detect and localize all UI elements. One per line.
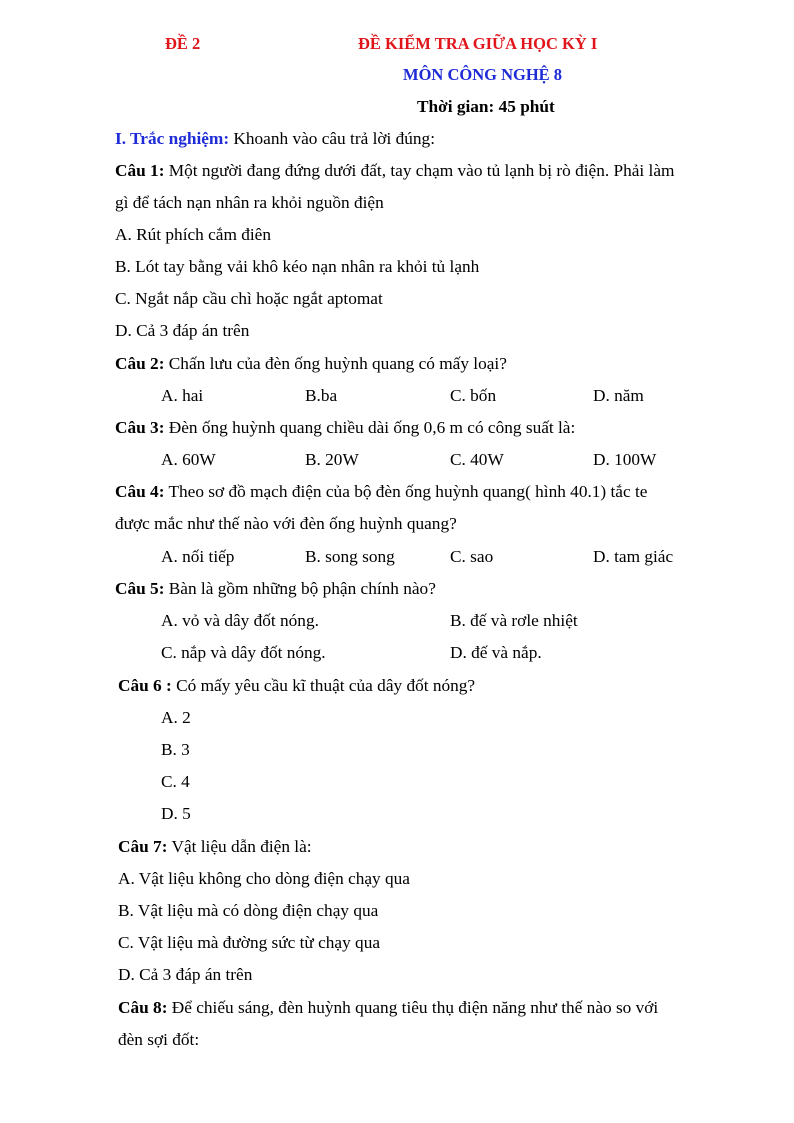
question-7 <box>118 836 312 858</box>
q4-option-a: A. nối tiếp <box>161 547 235 566</box>
question-5 <box>115 578 436 600</box>
question-4-text-cont: được mắc như thế nào với đèn ống huỳnh quang? <box>115 514 457 533</box>
question-text: Chấn lưu của đèn ống huỳnh quang có mấy loại? <box>164 354 507 373</box>
q2-option-a: A. hai <box>161 386 204 405</box>
q7-option-d: D. Cả 3 đáp án trên <box>118 965 253 984</box>
question-label: Câu 1: <box>115 161 165 180</box>
q3-option-b: B. 20W <box>305 450 359 469</box>
question-text: Theo sơ đồ mạch điện của bộ đèn ống huỳnh quang( hình 40.1) tắc te <box>164 482 648 501</box>
q6-option-d: D. 5 <box>161 804 191 823</box>
q7-option-a: A. Vật liệu không cho dòng điện chạy qua <box>118 869 410 888</box>
question-text: Có mấy yêu cầu kĩ thuật của dây đốt nóng? <box>171 676 476 695</box>
q6-option-b: B. 3 <box>161 740 190 759</box>
q2-option-b: B.ba <box>305 386 338 405</box>
exam-subject: MÔN CÔNG NGHỆ 8 <box>403 65 563 84</box>
q5-option-d: D. đế và nắp. <box>450 643 542 662</box>
question-1-text-cont: gì để tách nạn nhân ra khỏi nguồn điện <box>115 193 384 212</box>
question-label: Câu 3: <box>115 418 165 437</box>
q2-option-c: C. bốn <box>450 386 497 405</box>
question-label: Câu 2: <box>115 354 165 373</box>
question-label: Câu 6 : <box>118 676 172 695</box>
question-8 <box>118 997 658 1019</box>
section-label: I. Trắc nghiệm: <box>115 129 230 148</box>
section-instruction: Khoanh vào câu trả lời đúng: <box>229 129 435 148</box>
q5-option-b: B. đế và rơle nhiệt <box>450 611 578 630</box>
question-label: Câu 5: <box>115 579 165 598</box>
exam-code: ĐỀ 2 <box>165 34 201 53</box>
q7-option-c: C. Vật liệu mà đường sức từ chạy qua <box>118 933 381 952</box>
question-text: Để chiếu sáng, đèn huỳnh quang tiêu thụ điện năng như thế nào so với <box>167 998 659 1017</box>
question-text: Đèn ống huỳnh quang chiều dài ống 0,6 m có công suất là: <box>164 418 576 437</box>
q5-option-c: C. nắp và dây đốt nóng. <box>161 643 326 662</box>
q1-option-a: A. Rút phích cắm điên <box>115 225 271 244</box>
q6-option-a: A. 2 <box>161 708 191 727</box>
question-text: Một người đang đứng dưới đất, tay chạm vào tủ lạnh bị rò điện. Phải làm <box>164 161 675 180</box>
q1-option-c: C. Ngắt nắp cầu chì hoặc ngắt aptomat <box>115 289 383 308</box>
exam-title: ĐỀ KIỂM TRA GIỮA HỌC KỲ I <box>358 34 598 53</box>
question-4 <box>115 481 647 503</box>
section-heading <box>115 128 435 150</box>
q6-option-c: C. 4 <box>161 772 190 791</box>
question-8-text-cont: đèn sợi đốt: <box>118 1030 200 1049</box>
question-2 <box>115 353 507 375</box>
question-text: Bàn là gồm những bộ phận chính nào? <box>164 579 436 598</box>
question-3 <box>115 417 575 439</box>
q2-option-d: D. năm <box>593 386 644 405</box>
exam-time: Thời gian: 45 phút <box>417 97 555 116</box>
q3-option-a: A. 60W <box>161 450 216 469</box>
question-label: Câu 7: <box>118 837 168 856</box>
q4-option-b: B. song song <box>305 547 395 566</box>
question-label: Câu 8: <box>118 998 168 1017</box>
q4-option-c: C. sao <box>450 547 494 566</box>
question-6 <box>118 675 475 697</box>
q1-option-b: B. Lót tay bằng vải khô kéo nạn nhân ra khỏi tủ lạnh <box>115 257 480 276</box>
q5-option-a: A. vỏ và dây đốt nóng. <box>161 611 319 630</box>
question-1 <box>115 160 674 182</box>
q3-option-d: D. 100W <box>593 450 657 469</box>
question-label: Câu 4: <box>115 482 165 501</box>
q4-option-d: D. tam giác <box>593 547 674 566</box>
question-text: Vật liệu dẫn điện là: <box>167 837 312 856</box>
q3-option-c: C. 40W <box>450 450 504 469</box>
q1-option-d: D. Cả 3 đáp án trên <box>115 321 250 340</box>
q7-option-b: B. Vật liệu mà có dòng điện chạy qua <box>118 901 379 920</box>
